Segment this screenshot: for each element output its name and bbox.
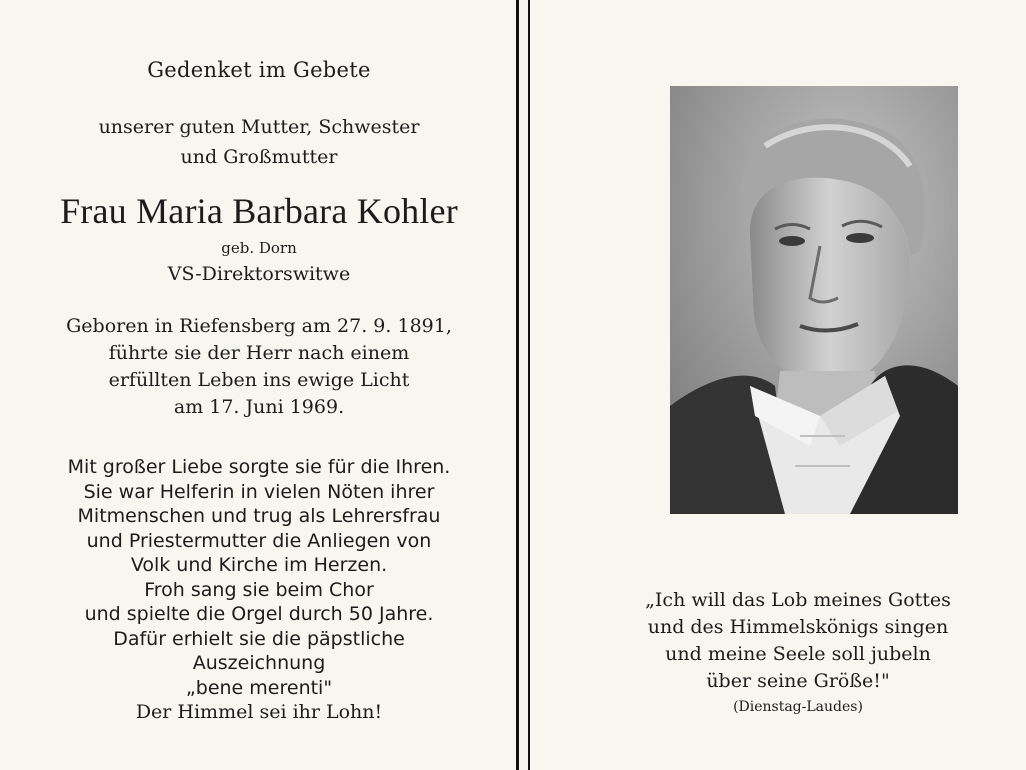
quote-source: (Dienstag-Laudes) <box>733 699 863 715</box>
tribute-line: Auszeichnung <box>192 652 326 674</box>
intro-text <box>0 112 518 172</box>
deceased-name: Frau Maria Barbara Kohler <box>60 191 458 231</box>
card-edge-divider <box>516 0 519 770</box>
tribute-line: und spielte die Orgel durch 50 Jahre. <box>84 603 434 625</box>
tribute-line: „bene merenti" <box>185 676 333 699</box>
tribute-line: Dafür erhielt sie die päpstliche <box>113 627 405 650</box>
life-line: am 17. Juni 1969. <box>173 396 345 418</box>
tribute-line: Sie war Helferin in vielen Nöten ihrer <box>83 480 435 503</box>
scripture-quote <box>570 587 1026 695</box>
deceased-title: VS-Direktorswitwe <box>167 263 351 285</box>
tribute-line: Mit großer Liebe sorgte sie für die Ihren. <box>67 456 451 478</box>
intro-line: unserer guten Mutter, Schwester <box>98 116 420 138</box>
life-line: führte sie der Herr nach einem <box>108 342 410 364</box>
tribute-line: Froh sang sie beim Chor <box>144 578 374 601</box>
tribute-line: Volk und Kirche im Herzen. <box>130 554 388 576</box>
quote-line: und des Himmelskönigs singen <box>647 616 949 638</box>
intro-line: und Großmutter <box>180 146 338 168</box>
tribute-line: und Priestermutter die Anliegen von <box>86 529 432 552</box>
maiden-name: geb. Dorn <box>221 239 297 257</box>
card-heading: Gedenket im Gebete <box>147 58 371 82</box>
life-dates-text <box>0 313 518 421</box>
portrait-photo <box>670 86 958 514</box>
life-line: Geboren in Riefensberg am 27. 9. 1891, <box>66 315 452 337</box>
tribute-text <box>0 455 518 725</box>
tribute-line: Der Himmel sei ihr Lohn! <box>135 701 383 723</box>
tribute-line: Mitmenschen und trug als Lehrersfrau <box>77 505 441 527</box>
quote-line: über seine Größe!" <box>706 670 890 692</box>
life-line: erfüllten Leben ins ewige Licht <box>108 369 410 391</box>
portrait-illustration <box>670 86 958 514</box>
quote-line: und meine Seele soll jubeln <box>665 643 931 665</box>
quote-line: „Ich will das Lob meines Gottes <box>645 589 951 611</box>
